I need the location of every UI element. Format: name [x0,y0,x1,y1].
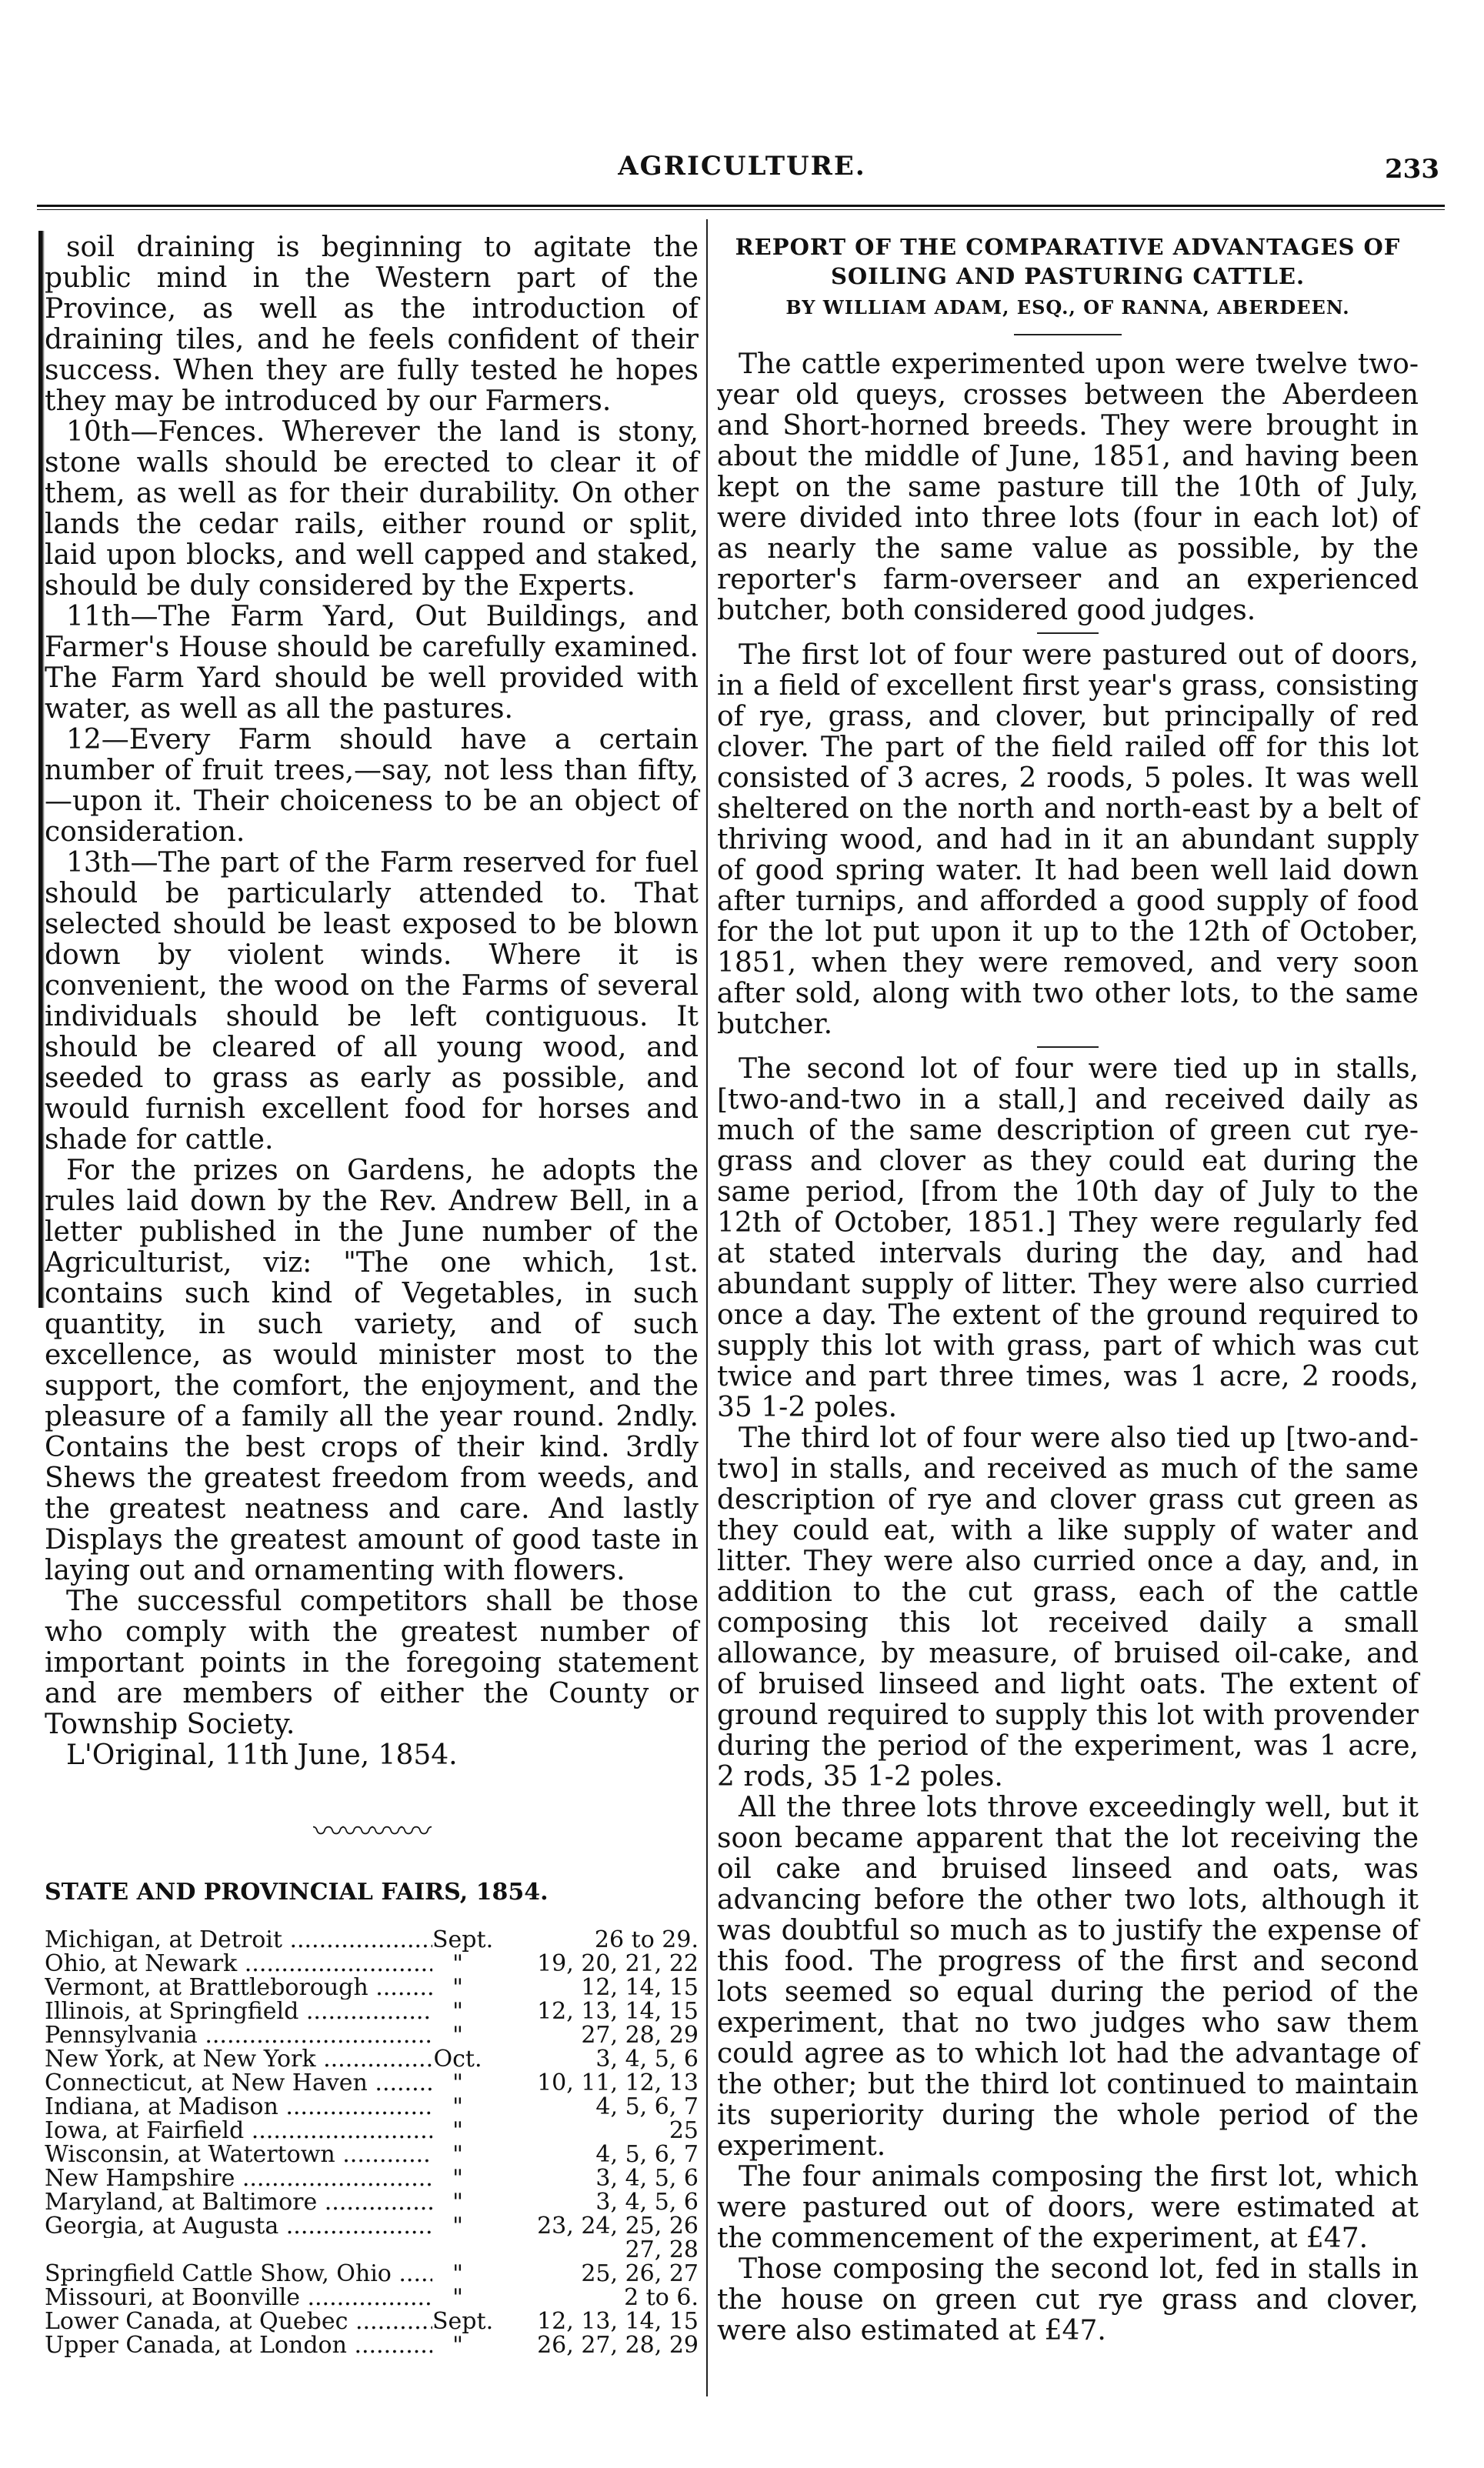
fair-dates: 12, 13, 14, 15 [537,1998,699,2025]
paragraph: The third lot of four were also tied up [two-and-two] in stalls, and received as much of the same description of rye and clover grass cut green as they could eat, with a like supply of water and litter. They were also curried once a day, and, in addition to the cut grass, each of the cattle composing this lot received daily a small allowance, by measure, of bruised oil-cake, and of bruised linseed and light oats. The extent of ground required to supply this lot with provender during the period of the experiment, was 1 acre, 2 rods, 35 1-2 poles. [717,1422,1419,1793]
fair-name: Indiana, at Madison ..... [45,2095,432,2119]
short-rule [1037,632,1099,634]
fair-row [45,2190,699,2214]
fair-row [45,1928,699,1952]
fair-month: " [452,2332,463,2359]
fair-month: " [452,2213,463,2240]
paragraph: The second lot of four were tied up in stalls, [two-and-two in a stall,] and received daily as much of the same description of green cut rye-grass and clover as they could eat during the same period, [from the 10th day of July to the 12th of October, 1851.] They were regularly fed at stated intervals during the day, and had abundant supply of litter. They were also curried once a day. The extent of the ground required to supply this lot with grass, part of which was cut twice and part three times, was 1 acre, 2 roods, 35 1-2 poles. [717,1053,1419,1423]
fair-month: " [452,2022,463,2049]
header-rule [37,205,1445,210]
fair-row [45,2095,699,2119]
fair-month: " [452,2284,463,2311]
fair-dates: 23, 24, 25, 26 [537,2213,699,2240]
fair-dates: 26, 27, 28, 29 [537,2332,699,2359]
fair-name: Missouri, at Boonville ..... [45,2286,432,2310]
fair-month: " [452,2141,463,2168]
fair-name: Springfield Cattle Show, Ohio ..... [45,2262,432,2286]
paragraph: The first lot of four were pastured out of doors, in a field of excellent first year's grass, consisting of rye, grass, and clover, but principally of red clover. The part of the field railed off for this lot consisted of 3 acres, 2 roods, 5 poles. It was well sheltered on the north and north-east by a belt of thriving wood, and had in it an abundant supply of good spring water. It had been well laid down after turnips, and afforded a good supply of food for the lot put upon it up to the 12th of October, 1851, when they were removed, and very soon after sold, along with two other lots, to the same butcher. [717,639,1419,1040]
paragraph: Those composing the second lot, fed in stalls in the house on green cut rye grass and clover, were also estimated at £47. [717,2253,1419,2346]
fair-name: New Hampshire ..... [45,2166,432,2190]
paragraph: 10th—Fences. Wherever the land is stony, stone walls should be erected to clear it of them, as well as for their durability. On other lands the cedar rails, either round or split, laid upon blocks, and well capped and staked, should be duly considered by the Experts. [45,416,699,602]
right-body-rest [717,1054,1419,2346]
fair-dates: 4, 5, 6, 7 [595,2141,699,2168]
paragraph: The successful competitors shall be those who comply with the greatest number of important points in the foregoing statement and are members of either the County or Township Society. [45,1586,699,1740]
fair-row [45,2047,699,2071]
fair-name: Connecticut, at New Haven ..... [45,2071,432,2095]
fair-month: " [452,2093,463,2120]
fair-name: Upper Canada, at London ..... [45,2333,432,2357]
running-title: AGRICULTURE. [618,151,866,182]
fair-month: " [452,2260,463,2287]
fair-dates: 10, 11, 12, 13 [537,2069,699,2096]
fair-dates: 19, 20, 21, 22 [537,1950,699,1977]
paragraph: All the three lots throve exceedingly well, but it soon became apparent that the lot receiving the oil cake and bruised linseed and oats, was advancing before the other two lots, although it was doubtful so much as to justify the expense of this food. The progress of the first and second lots seemed so equal during the period of the experiment, that no two judges who saw them could agree as to which lot had the advantage of the other; but the third lot continued to maintain its superiority during the whole period of the experiment. [717,1792,1419,2162]
fair-row [45,1999,699,2023]
fair-month: " [452,2165,463,2192]
fair-row [45,2286,699,2310]
fair-month: " [452,1974,463,2001]
article-byline: BY WILLIAM ADAM, ESQ., OF RANNA, ABERDEEN. [785,296,1350,319]
paragraph: 11th—The Farm Yard, Out Buildings, and Farmer's House should be carefully examined. The Farm Yard should be well provided with water, as well as all the pastures. [45,601,699,725]
fair-name: Wisconsin, at Watertown ..... [45,2143,432,2166]
fair-dates: 25 [669,2117,699,2144]
fair-dates: 3, 4, 5, 6 [595,2046,699,2073]
left-body [45,232,699,1740]
fair-row [45,1952,699,1976]
fairs-title: STATE AND PROVINCIAL FAIRS, 1854. [45,1879,549,1906]
fairs-list [45,1928,699,2357]
binding-shadow [38,231,45,1308]
paragraph: For the prizes on Gardens, he adopts the rules laid down by the Rev. Andrew Bell, in a letter published in the June number of the Agriculturist, viz: "The one which, 1st. contains such kind of Vegetables, in such quantity, in such variety, and of such excellence, as would minister most to the support, the comfort, the enjoyment, and the pleasure of a family all the year round. 2ndly. Contains the best crops of their kind. 3rdly Shews the greatest freedom from weeds, and the greatest neatness and care. And lastly Displays the greatest amount of good taste in laying out and ornamenting with flowers. [45,1155,699,1586]
fair-row [45,2119,699,2143]
fair-name: Iowa, at Fairfield ..... [45,2119,432,2143]
fair-row [45,1976,699,1999]
paragraph: The cattle experimented upon were twelve two-year old queys, crosses between the Aberdeen and Short-horned breeds. They were brought in about the middle of June, 1851, and having been kept on the same pasture till the 10th of July, were divided into three lots (four in each lot) of as nearly the same value as possible, by the reporter's farm-overseer and an experienced butcher, both considered good judges. [717,349,1419,626]
fair-row [45,2214,699,2238]
fair-dates: 25, 26, 27 [581,2260,699,2287]
fair-name: Illinois, at Springfield ..... [45,1999,432,2023]
title-rule [1014,334,1122,335]
fair-dates: 3, 4, 5, 6 [595,2165,699,2192]
column-divider [706,219,708,2396]
fair-month: Sept. [432,1926,494,1953]
fair-month: Oct. [433,2046,482,2073]
fair-dates: 2 to 6. [624,2284,699,2311]
fair-dates: 27, 28 [625,2236,699,2263]
fair-name: Georgia, at Augusta ..... [45,2214,432,2238]
paragraph: soil draining is beginning to agitate the public mind in the Western part of the Province, as well as the introduction of draining tiles, and he feels confident of their success. When they are fully tested he hopes they may be introduced by our Farmers. [45,232,699,417]
signoff: L'Original, 11th June, 1854. [66,1739,458,1771]
right-column [717,232,1419,2346]
left-column [45,232,699,2357]
fair-name: Pennsylvania ..... [45,2023,432,2047]
fair-dates: 26 to 29. [594,1926,699,1953]
fair-month: " [452,2117,463,2144]
fair-month: " [452,2189,463,2216]
fair-month: " [452,2069,463,2096]
fair-dates: 3, 4, 5, 6 [595,2189,699,2216]
fair-name: Ohio, at Newark ..... [45,1952,432,1976]
fair-name: New York, at New York ..... [45,2047,432,2071]
fair-name: Maryland, at Baltimore ..... [45,2190,432,2214]
fair-dates: 27, 28, 29 [581,2022,699,2049]
paragraph: The four animals composing the first lot, which were pastured out of doors, were estimated at the commencement of the experiment, at £47. [717,2161,1419,2254]
article-title: REPORT OF THE COMPARATIVE ADVANTAGES OF SOILING AND PASTURING CATTLE. [735,234,1401,289]
fair-month: Sept. [432,2308,494,2335]
fair-name: Michigan, at Detroit ..... [45,1928,432,1952]
right-body-first-lot [717,640,1419,1040]
ornament-divider: 〰〰〰〰 [313,1814,430,1849]
fair-row [45,2262,699,2286]
fair-row [45,2071,699,2095]
fair-name: Vermont, at Brattleborough ..... [45,1976,432,1999]
fair-row [45,2166,699,2190]
fair-month: " [452,1950,463,1977]
fair-row [45,2310,699,2333]
fair-dates: 12, 14, 15 [581,1974,699,2001]
fair-name: Lower Canada, at Quebec ..... [45,2310,432,2333]
fair-row [45,2143,699,2166]
fair-row [45,2023,699,2047]
paragraph: 12—Every Farm should have a certain number of fruit trees,—say, not less than fifty,—upon it. Their choiceness to be an object of consideration. [45,724,699,848]
fair-month: " [452,1998,463,2025]
page-header [0,151,1484,205]
fair-row [45,2333,699,2357]
fair-dates: 4, 5, 6, 7 [595,2093,699,2120]
fair-row [45,2238,699,2262]
page-number: 233 [1385,154,1439,185]
paragraph: 13th—The part of the Farm reserved for fuel should be particularly attended to. That selected should be least exposed to be blown down by violent winds. Where it is convenient, the wood on the Farms of several individuals should be left contiguous. It should be cleared of all young wood, and seeded to grass as early as possible, and would furnish excellent food for horses and shade for cattle. [45,847,699,1156]
fair-dates: 12, 13, 14, 15 [537,2308,699,2335]
right-body-intro [717,349,1419,626]
short-rule [1037,1046,1099,1048]
